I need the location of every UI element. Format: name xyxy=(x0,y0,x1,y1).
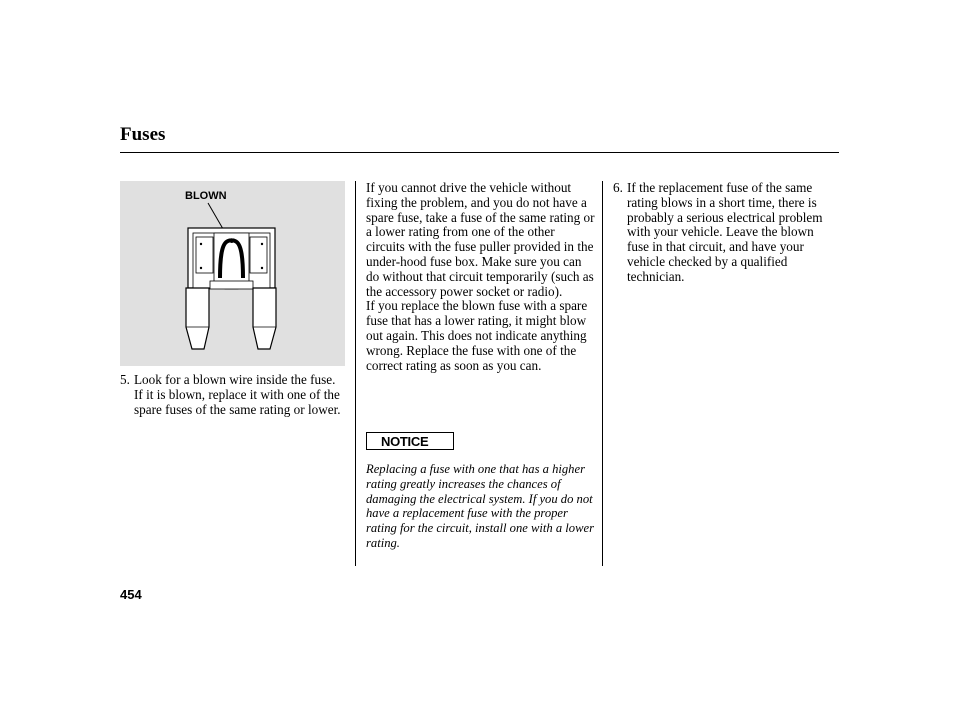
column-divider-right xyxy=(602,181,603,566)
step-6-text: If the replacement fuse of the same rating blows in a short time, there is probably a serious electrical problem with your vehicle. Leave the blown fuse in that circuit, and have your vehicle checked by a qualified technician. xyxy=(627,180,823,284)
step-6-number: 6. xyxy=(613,180,623,195)
blown-fuse-illustration xyxy=(120,181,345,366)
page-number: 454 xyxy=(120,587,142,602)
step-5 xyxy=(120,373,346,417)
page-title: Fuses xyxy=(120,124,166,145)
notice-text: Replacing a fuse with one that has a higher rating greatly increases the chances of damaging the electrical system. If you do not have a replacement fuse with the proper rating for the circuit, install one with a lower rating. xyxy=(366,462,594,550)
paragraph-no-spare: If you cannot drive the vehicle without fixing the problem, and you do not have a spare fuse, take a fuse of the same rating or a lower rating from one of the other circuits with the fuse puller provided in the under-hood fuse box. Make sure you can do without that circuit temporarily (such as the accessory power socket or radio). xyxy=(366,180,595,299)
step-5-number: 5. xyxy=(120,372,130,387)
notice-box xyxy=(366,432,454,450)
step-5-text: Look for a blown wire inside the fuse. If it is blown, replace it with one of the spare fuses of the same rating or lower. xyxy=(134,372,341,417)
notice-label: NOTICE xyxy=(381,434,429,449)
title-rule xyxy=(120,152,839,153)
blown-fuse-figure xyxy=(120,181,345,366)
blown-label: BLOWN xyxy=(185,190,227,202)
column-divider-left xyxy=(355,181,356,566)
step-6 xyxy=(613,181,839,285)
column-2-text xyxy=(366,181,596,373)
paragraph-lower-rating: If you replace the blown fuse with a spare fuse that has a lower rating, it might blow out again. This does not indicate anything wrong. Replace the fuse with one of the correct rating as soon as you can. xyxy=(366,298,588,373)
